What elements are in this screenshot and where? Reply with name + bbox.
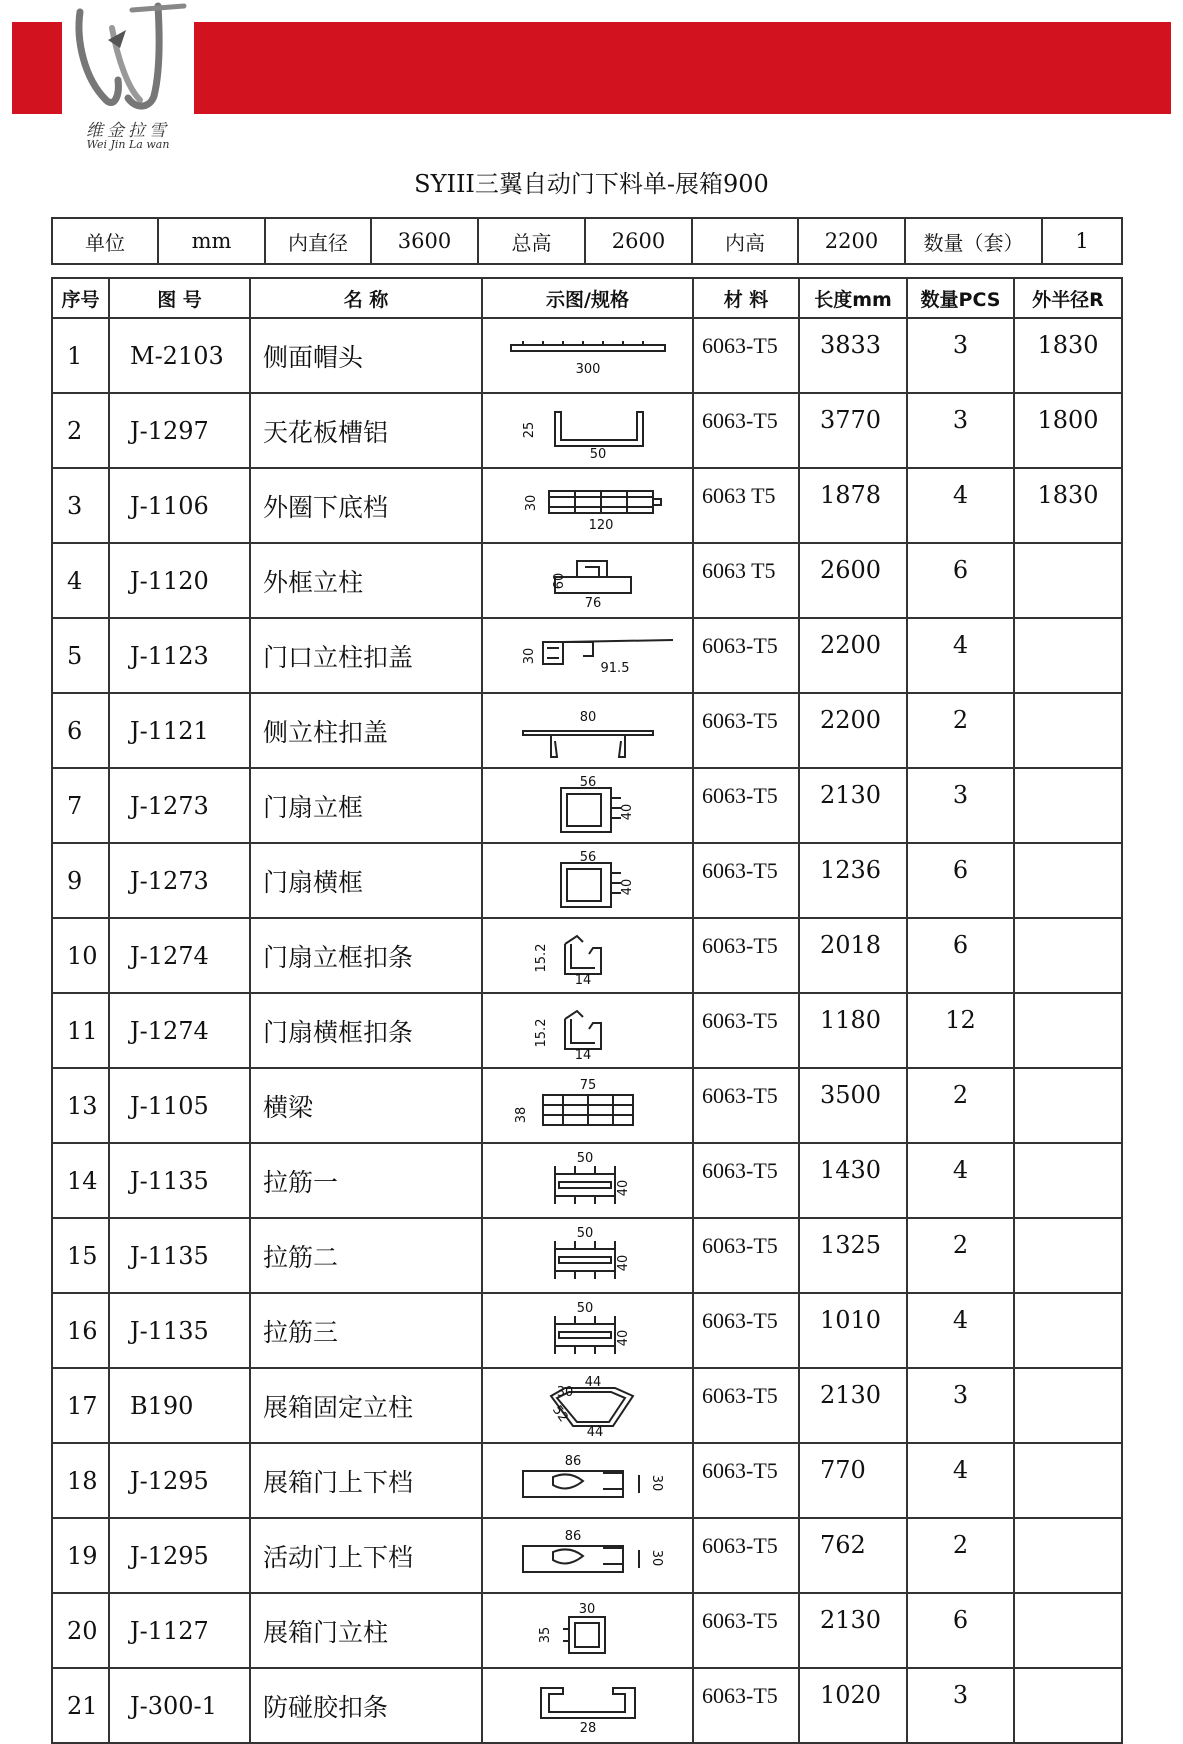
dimension-label: 25 [521,421,537,438]
row-part-name: 拉筋二 [250,1218,482,1293]
clip-strip-profile-icon [503,928,673,984]
row-figure [482,468,693,543]
row-drawing-code: J-1123 [109,618,250,693]
row-part-name: 活动门上下档 [250,1518,482,1593]
row-outer-radius [1014,618,1122,693]
row-outer-radius [1014,693,1122,768]
row-outer-radius [1014,1293,1122,1368]
row-material: 6063-T5 [693,1293,799,1368]
dimension-label: 40 [615,1254,631,1271]
row-part-name: 外圈下底档 [250,468,482,543]
row-seq: 18 [52,1443,109,1518]
row-length: 3833 [799,318,907,393]
row-material: 6063-T5 [693,1368,799,1443]
inner-height-value: 2200 [798,218,905,264]
row-seq: 11 [52,993,109,1068]
row-length: 1010 [799,1293,907,1368]
row-quantity: 3 [907,318,1014,393]
document-title: SYIII三翼自动门下料单-展箱900 [414,170,769,198]
row-length: 1430 [799,1143,907,1218]
row-outer-radius [1014,993,1122,1068]
row-figure [482,993,693,1068]
row-outer-radius [1014,1668,1122,1743]
dimension-label: 75 [579,1077,596,1093]
table-row [52,318,1122,393]
row-seq: 10 [52,918,109,993]
row-material: 6063-T5 [693,1518,799,1593]
row-length: 2018 [799,918,907,993]
dimension-label: 28 [579,1720,596,1734]
row-quantity: 3 [907,1368,1014,1443]
row-figure [482,768,693,843]
dimension-label: 86 [564,1453,581,1469]
row-seq: 16 [52,1293,109,1368]
dimension-label: 38 [513,1106,529,1123]
row-seq: 9 [52,843,109,918]
row-part-name: 侧立柱扣盖 [250,693,482,768]
row-drawing-code: J-1105 [109,1068,250,1143]
dimension-label: 56 [579,850,596,865]
row-length: 1325 [799,1218,907,1293]
dimension-label: 30 [523,494,539,511]
header-radius: 外半径R [1014,278,1122,318]
row-outer-radius [1014,1068,1122,1143]
row-material: 6063-T5 [693,1068,799,1143]
row-outer-radius [1014,1443,1122,1518]
dimension-label: 50 [576,1301,593,1316]
table-row [52,843,1122,918]
row-figure [482,693,693,768]
header-seq: 序号 [52,278,109,318]
row-outer-radius [1014,768,1122,843]
dimension-label: 56 [579,775,596,790]
row-quantity: 3 [907,393,1014,468]
row-seq: 20 [52,1593,109,1668]
header-material: 材 料 [693,278,799,318]
dimension-label: 80 [579,709,596,725]
row-length: 2200 [799,693,907,768]
cover-profile-icon [503,628,673,684]
row-quantity: 2 [907,693,1014,768]
row-part-name: 门扇横框扣条 [250,993,482,1068]
row-part-name: 天花板槽铝 [250,393,482,468]
row-figure [482,1518,693,1593]
row-drawing-code: J-1135 [109,1293,250,1368]
row-seq: 5 [52,618,109,693]
row-figure [482,1443,693,1518]
dimension-label: 300 [575,361,600,377]
row-part-name: 拉筋三 [250,1293,482,1368]
table-row [52,1218,1122,1293]
row-seq: 6 [52,693,109,768]
row-figure [482,1218,693,1293]
row-material: 6063-T5 [693,1218,799,1293]
header-length: 长度mm [799,278,907,318]
row-drawing-code: J-1135 [109,1143,250,1218]
row-quantity: 4 [907,1443,1014,1518]
row-drawing-code: J-1274 [109,993,250,1068]
row-seq: 7 [52,768,109,843]
row-quantity: 2 [907,1068,1014,1143]
table-header-row [52,278,1122,318]
row-material: 6063 T5 [693,543,799,618]
row-seq: 3 [52,468,109,543]
dimension-label: 40 [615,1179,631,1196]
row-figure [482,318,693,393]
rail-profile-icon [503,1453,673,1509]
dimension-label: 40 [615,1329,631,1346]
row-drawing-code: J-1120 [109,543,250,618]
table-row [52,1668,1122,1743]
dimension-label: 14 [574,972,591,984]
row-material: 6063-T5 [693,693,799,768]
total-height-label: 总高 [478,218,585,264]
dimension-label: 30 [648,1549,664,1566]
row-drawing-code: J-300-1 [109,1668,250,1743]
row-seq: 19 [52,1518,109,1593]
dimension-label: 35 [537,1626,553,1643]
dimension-label: 30 [556,1384,573,1400]
row-outer-radius [1014,1218,1122,1293]
dimension-label: 44 [584,1375,601,1390]
row-drawing-code: J-1127 [109,1593,250,1668]
dimension-label: 50 [576,1226,593,1241]
row-material: 6063-T5 [693,768,799,843]
row-figure [482,1293,693,1368]
dimension-label: 30 [521,647,537,664]
row-length: 1180 [799,993,907,1068]
table-row [52,693,1122,768]
cap-profile-icon [503,331,673,381]
row-figure [482,618,693,693]
row-part-name: 外框立柱 [250,543,482,618]
row-part-name: 门口立柱扣盖 [250,618,482,693]
inner-diameter-label: 内直径 [265,218,371,264]
row-seq: 2 [52,393,109,468]
row-drawing-code: B190 [109,1368,250,1443]
total-height-value: 2600 [585,218,692,264]
row-figure [482,1593,693,1668]
row-length: 762 [799,1518,907,1593]
row-seq: 1 [52,318,109,393]
brace-profile-icon [503,1152,673,1210]
row-quantity: 6 [907,843,1014,918]
row-quantity: 2 [907,1218,1014,1293]
row-quantity: 4 [907,468,1014,543]
brand-logo [62,0,194,160]
table-row [52,543,1122,618]
brand-name-en: Wei Jin La wan [86,138,170,151]
row-seq: 17 [52,1368,109,1443]
row-quantity: 3 [907,1668,1014,1743]
row-material: 6063-T5 [693,918,799,993]
row-material: 6063 T5 [693,468,799,543]
row-drawing-code: M-2103 [109,318,250,393]
row-drawing-code: J-1121 [109,693,250,768]
row-quantity: 6 [907,1593,1014,1668]
row-quantity: 4 [907,1143,1014,1218]
row-material: 6063-T5 [693,1143,799,1218]
row-length: 2130 [799,1593,907,1668]
row-length: 2600 [799,543,907,618]
post-profile-icon [503,553,673,609]
row-material: 6063-T5 [693,1443,799,1518]
row-part-name: 拉筋一 [250,1143,482,1218]
channel-profile-icon [503,404,673,458]
dimension-label: 86 [564,1528,581,1544]
dimension-label: 91.5 [600,660,629,676]
row-length: 770 [799,1443,907,1518]
table-row [52,1443,1122,1518]
row-length: 1878 [799,468,907,543]
dimension-label: 50 [576,1151,593,1166]
row-drawing-code: J-1295 [109,1443,250,1518]
cutting-list-table [51,277,1123,1744]
unit-value: mm [158,218,265,264]
table-row [52,393,1122,468]
row-quantity: 12 [907,993,1014,1068]
brand-name-cn: 维金拉雪 [86,121,170,141]
row-figure [482,543,693,618]
table-row [52,1368,1122,1443]
row-part-name: 门扇横框 [250,843,482,918]
brace-profile-icon [503,1302,673,1360]
bottom-rail-profile-icon [503,479,673,533]
leaf-frame-profile-icon [503,851,673,911]
clip-strip-profile-icon [503,1003,673,1059]
dimension-label: 40 [619,803,635,820]
table-row [52,1593,1122,1668]
header-figure: 示图/规格 [482,278,693,318]
row-drawing-code: J-1106 [109,468,250,543]
dimension-label: 120 [588,517,613,533]
row-drawing-code: J-1274 [109,918,250,993]
row-seq: 13 [52,1068,109,1143]
row-drawing-code: J-1295 [109,1518,250,1593]
row-quantity: 4 [907,1293,1014,1368]
dimension-label: 52 [548,1402,571,1425]
small-post-profile-icon [503,1601,673,1661]
spec-info-table [51,217,1123,265]
row-material: 6063-T5 [693,618,799,693]
spec-info-row [52,218,1122,264]
dimension-label: 15.2 [533,1018,549,1047]
rail-profile-icon [503,1528,673,1584]
row-seq: 14 [52,1143,109,1218]
row-outer-radius [1014,918,1122,993]
row-seq: 4 [52,543,109,618]
inner-diameter-value: 3600 [371,218,478,264]
bumper-strip-profile-icon [503,1678,673,1734]
table-row [52,918,1122,993]
set-qty-label: 数量（套） [905,218,1042,264]
row-outer-radius: 1800 [1014,393,1122,468]
row-length: 2200 [799,618,907,693]
row-drawing-code: J-1273 [109,843,250,918]
dimension-label: 40 [619,878,635,895]
unit-label: 单位 [52,218,158,264]
table-row [52,1293,1122,1368]
row-part-name: 门扇立框扣条 [250,918,482,993]
row-figure [482,1068,693,1143]
brand-logo-icon [62,0,194,116]
row-quantity: 4 [907,618,1014,693]
table-row [52,1143,1122,1218]
dimension-label: 60 [551,572,567,589]
header-name: 名 称 [250,278,482,318]
dimension-label: 44 [586,1424,603,1436]
row-material: 6063-T5 [693,993,799,1068]
row-quantity: 6 [907,918,1014,993]
row-outer-radius [1014,1518,1122,1593]
row-length: 3500 [799,1068,907,1143]
row-outer-radius: 1830 [1014,318,1122,393]
row-length: 1020 [799,1668,907,1743]
row-seq: 21 [52,1668,109,1743]
table-row [52,618,1122,693]
row-material: 6063-T5 [693,318,799,393]
row-length: 3770 [799,393,907,468]
row-length: 1236 [799,843,907,918]
row-figure [482,918,693,993]
row-outer-radius [1014,1593,1122,1668]
row-part-name: 展箱门上下档 [250,1443,482,1518]
row-seq: 15 [52,1218,109,1293]
row-outer-radius [1014,1143,1122,1218]
table-row [52,1518,1122,1593]
row-length: 2130 [799,1368,907,1443]
row-length: 2130 [799,768,907,843]
row-part-name: 防碰胶扣条 [250,1668,482,1743]
row-drawing-code: J-1273 [109,768,250,843]
dimension-label: 30 [578,1601,595,1617]
table-row [52,468,1122,543]
table-row [52,993,1122,1068]
row-material: 6063-T5 [693,1593,799,1668]
row-figure [482,843,693,918]
row-material: 6063-T5 [693,1668,799,1743]
row-drawing-code: J-1297 [109,393,250,468]
row-figure [482,1368,693,1443]
dimension-label: 30 [648,1474,664,1491]
row-outer-radius [1014,843,1122,918]
row-quantity: 6 [907,543,1014,618]
row-outer-radius [1014,1368,1122,1443]
dimension-label: 50 [589,446,606,458]
row-figure [482,1668,693,1743]
row-part-name: 展箱固定立柱 [250,1368,482,1443]
dimension-label: 76 [584,595,601,609]
row-outer-radius: 1830 [1014,468,1122,543]
row-material: 6063-T5 [693,843,799,918]
inner-height-label: 内高 [692,218,798,264]
dimension-label: 14 [574,1047,591,1059]
row-figure [482,1143,693,1218]
beam-profile-icon [503,1077,673,1135]
leaf-frame-profile-icon [503,776,673,836]
header-code: 图 号 [109,278,250,318]
hex-post-profile-icon [503,1376,673,1436]
brace-profile-icon [503,1227,673,1285]
row-quantity: 3 [907,768,1014,843]
row-outer-radius [1014,543,1122,618]
table-row [52,1068,1122,1143]
row-material: 6063-T5 [693,393,799,468]
dimension-label: 15.2 [533,943,549,972]
row-part-name: 展箱门立柱 [250,1593,482,1668]
row-part-name: 侧面帽头 [250,318,482,393]
header-qty: 数量PCS [907,278,1014,318]
row-part-name: 横梁 [250,1068,482,1143]
row-drawing-code: J-1135 [109,1218,250,1293]
set-qty-value: 1 [1042,218,1122,264]
row-quantity: 2 [907,1518,1014,1593]
row-part-name: 门扇立框 [250,768,482,843]
side-cover-profile-icon [503,701,673,761]
row-figure [482,393,693,468]
table-row [52,768,1122,843]
